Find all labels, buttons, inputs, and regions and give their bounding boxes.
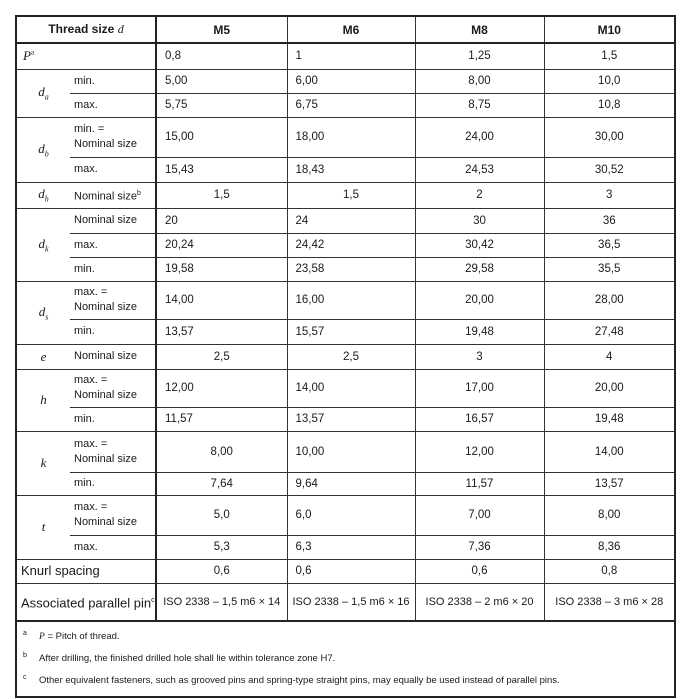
cell: 5,3	[156, 535, 287, 559]
row-label: min.	[70, 257, 156, 281]
cell: 0,6	[156, 559, 287, 583]
cell: 5,0	[156, 495, 287, 535]
cell: 10,00	[287, 431, 415, 472]
footnotes	[16, 621, 675, 697]
cell: ISO 2338 – 3 m6 × 28	[544, 583, 675, 621]
cell: 6,00	[287, 69, 415, 93]
cell: 30	[415, 208, 544, 233]
cell: 6,0	[287, 495, 415, 535]
cell: 10,8	[544, 93, 675, 117]
row-db-max	[16, 157, 675, 182]
da-symbol: $d_a$	[16, 69, 70, 117]
footnote-a: a P = Pitch of thread.	[23, 630, 120, 642]
cell: 0,6	[287, 559, 415, 583]
row-label: max. = Nominal size	[70, 281, 156, 319]
cell: 0,8	[544, 559, 675, 583]
cell: 19,48	[544, 407, 675, 431]
row-h-min	[16, 407, 675, 431]
row-k-min	[16, 472, 675, 495]
cell: 29,58	[415, 257, 544, 281]
associated-pin-label: Associated parallel pin$^c$	[16, 583, 156, 621]
cell: 8,75	[415, 93, 544, 117]
row-ds-nominal	[16, 281, 675, 319]
cell: 36	[544, 208, 675, 233]
cell: 5,00	[156, 69, 287, 93]
thread-size-header: Thread size d	[16, 16, 156, 43]
footnote-c: c Other equivalent fasteners, such as grooved pins and spring-type straight pins, may equally be used instead of parallel pins.	[23, 674, 560, 686]
footnote-b: b After drilling, the finished drilled hole shall lie within tolerance zone H7.	[23, 652, 336, 664]
cell: ISO 2338 – 1,5 m6 × 16	[287, 583, 415, 621]
cell: 14,00	[287, 369, 415, 407]
row-label: min.	[70, 69, 156, 93]
cell: 5,75	[156, 93, 287, 117]
cell: 15,57	[287, 319, 415, 344]
cell: 3	[415, 344, 544, 369]
row-label: min.	[70, 472, 156, 495]
cell: 13,57	[287, 407, 415, 431]
cell: 7,36	[415, 535, 544, 559]
cell: ISO 2338 – 2 m6 × 20	[415, 583, 544, 621]
row-dh	[16, 182, 675, 208]
row-t-max	[16, 535, 675, 559]
t-symbol: t	[16, 495, 70, 559]
dh-symbol: $d_h$	[16, 182, 70, 208]
cell: 8,00	[544, 495, 675, 535]
col-header-m8: M8	[415, 16, 544, 43]
cell: 0,8	[156, 43, 287, 69]
header-row	[16, 16, 675, 43]
row-k-nominal	[16, 431, 675, 472]
pitch-symbol: $P^a$	[16, 43, 156, 69]
cell: 12,00	[415, 431, 544, 472]
row-label: min. = Nominal size	[70, 117, 156, 157]
cell: 8,00	[415, 69, 544, 93]
k-symbol: k	[16, 431, 70, 495]
cell: 2,5	[156, 344, 287, 369]
cell: 24	[287, 208, 415, 233]
cell: 19,48	[415, 319, 544, 344]
cell: 16,57	[415, 407, 544, 431]
cell: 20	[156, 208, 287, 233]
row-e	[16, 344, 675, 369]
row-label: Nominal size	[70, 344, 156, 369]
cell: 1,5	[156, 182, 287, 208]
cell: 13,57	[544, 472, 675, 495]
ds-symbol: $d_s$	[16, 281, 70, 344]
row-knurl-spacing	[16, 559, 675, 583]
cell: 20,24	[156, 233, 287, 257]
row-h-nominal	[16, 369, 675, 407]
knurl-spacing-label: Knurl spacing	[16, 559, 156, 583]
row-da-min	[16, 69, 675, 93]
cell: 15,00	[156, 117, 287, 157]
cell: ISO 2338 – 1,5 m6 × 14	[156, 583, 287, 621]
row-label: max.	[70, 157, 156, 182]
cell: 11,57	[415, 472, 544, 495]
cell: 18,00	[287, 117, 415, 157]
cell: 8,00	[156, 431, 287, 472]
cell: 3	[544, 182, 675, 208]
cell: 12,00	[156, 369, 287, 407]
row-associated-pin	[16, 583, 675, 621]
cell: 20,00	[415, 281, 544, 319]
cell: 10,0	[544, 69, 675, 93]
footnotes-row	[16, 621, 675, 697]
cell: 18,43	[287, 157, 415, 182]
db-symbol: $d_b$	[16, 117, 70, 182]
h-symbol: h	[16, 369, 70, 431]
cell: 30,00	[544, 117, 675, 157]
cell: 11,57	[156, 407, 287, 431]
dimension-table	[15, 15, 676, 698]
cell: 24,42	[287, 233, 415, 257]
row-label: Nominal size	[70, 208, 156, 233]
row-ds-min	[16, 319, 675, 344]
cell: 20,00	[544, 369, 675, 407]
row-label: max.	[70, 93, 156, 117]
row-label: max.	[70, 535, 156, 559]
dk-symbol: $d_k$	[16, 208, 70, 281]
cell: 19,58	[156, 257, 287, 281]
e-symbol: e	[16, 344, 70, 369]
cell: 16,00	[287, 281, 415, 319]
cell: 4	[544, 344, 675, 369]
row-label: max.	[70, 233, 156, 257]
row-label: max. = Nominal size	[70, 431, 156, 472]
cell: 35,5	[544, 257, 675, 281]
cell: 2	[415, 182, 544, 208]
cell: 24,53	[415, 157, 544, 182]
cell: 6,3	[287, 535, 415, 559]
cell: 1,5	[544, 43, 675, 69]
row-label: min.	[70, 407, 156, 431]
cell: 1,5	[287, 182, 415, 208]
col-header-m5: M5	[156, 16, 287, 43]
row-label: max. = Nominal size	[70, 369, 156, 407]
row-dk-max	[16, 233, 675, 257]
row-label: min.	[70, 319, 156, 344]
cell: 17,00	[415, 369, 544, 407]
row-t-nominal	[16, 495, 675, 535]
cell: 30,42	[415, 233, 544, 257]
cell: 13,57	[156, 319, 287, 344]
cell: 23,58	[287, 257, 415, 281]
cell: 24,00	[415, 117, 544, 157]
row-db-nominal	[16, 117, 675, 157]
cell: 7,00	[415, 495, 544, 535]
cell: 15,43	[156, 157, 287, 182]
cell: 2,5	[287, 344, 415, 369]
cell: 1	[287, 43, 415, 69]
row-pitch	[16, 43, 675, 69]
col-header-m6: M6	[287, 16, 415, 43]
cell: 14,00	[156, 281, 287, 319]
cell: 0,6	[415, 559, 544, 583]
cell: 30,52	[544, 157, 675, 182]
cell: 8,36	[544, 535, 675, 559]
row-dk-nominal	[16, 208, 675, 233]
row-da-max	[16, 93, 675, 117]
row-dk-min	[16, 257, 675, 281]
cell: 6,75	[287, 93, 415, 117]
cell: 14,00	[544, 431, 675, 472]
cell: 36,5	[544, 233, 675, 257]
cell: 7,64	[156, 472, 287, 495]
col-header-m10: M10	[544, 16, 675, 43]
row-label: max. = Nominal size	[70, 495, 156, 535]
row-label: Nominal size$^b$	[70, 182, 156, 208]
cell: 9,64	[287, 472, 415, 495]
cell: 1,25	[415, 43, 544, 69]
cell: 28,00	[544, 281, 675, 319]
cell: 27,48	[544, 319, 675, 344]
